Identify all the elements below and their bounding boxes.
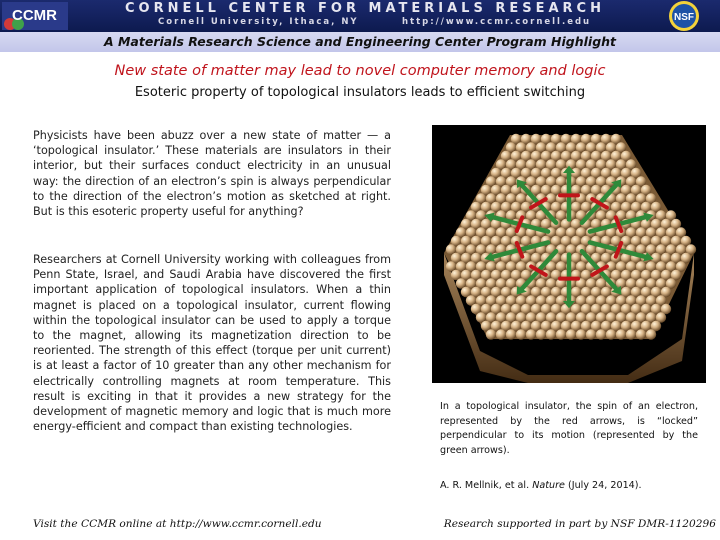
banner-url[interactable]: http://www.ccmr.cornell.edu [402,17,592,27]
atom [536,329,546,339]
nsf-logo-icon[interactable] [652,0,716,32]
body-paragraph-1: Physicists have been abuzz over a new state of matter — a ‘topological insulator.’ These materials are insulators in their interior, but their surfaces conduct electricity in an unusual way: the direction of an electron’s spin is always perpendicular to the direction of the electron’s motion as sketched at right. But is this esoteric property useful for anything? [33,129,391,219]
program-label: A Materials Research Science and Engineering Center Program Highlight [103,34,617,49]
body-paragraph-2: Researchers at Cornell University working with colleagues from Penn State, Israel, and Saudi Arabia have discovered the first important application of topological insulators. When a thin magnet is placed on a topological insulator, current flowing within the topological insulator can be used to apply a torque to the magnet, allowing its magnetization direction to be reoriented. The strength of this effect (torque per unit current) is at least a factor of 10 greater than any other mechanism for electrically controlling magnets at room temperature. This result is exciting in that it provides a new strategy for the development of magnetic memory and logic that is much more energy-efficient and compact than existing technologies. [33,253,391,434]
banner-university: Cornell University, Ithaca, NY [158,17,359,27]
atom-lattice [446,134,696,340]
atom [586,329,596,339]
ccmr-logo-text: CCMR [12,7,57,24]
header-banner [0,0,720,32]
figure-illustration [432,125,706,383]
ccmr-logo-icon[interactable] [2,2,68,30]
citation-journal: Nature [532,480,565,491]
figure-caption: In a topological insulator, the spin of an electron, represented by the red arrows, is “locked” perpendicular to its motion (represented by the green arrows). [440,401,698,456]
atom [636,329,646,339]
atom [486,329,496,339]
footer-website[interactable]: Visit the CCMR online at http://www.ccmr.cornell.edu [33,518,322,530]
atom [626,329,636,339]
atom [556,329,566,339]
atom [576,329,586,339]
atom [516,329,526,339]
atom [506,329,516,339]
atom [616,329,626,339]
citation-authors: A. R. Mellnik, et al. [440,480,530,491]
citation [440,480,700,491]
atom [566,329,576,339]
highlight-subtitle: Esoteric property of topological insulators leads to efficient switching [134,85,586,100]
topological-insulator-figure [432,125,706,383]
atom [606,329,616,339]
footer-funding: Research supported in part by NSF DMR-1120296 [443,518,716,530]
highlight-title: New state of matter may lead to novel computer memory and logic [114,63,606,79]
atom [596,329,606,339]
program-bar [0,32,720,52]
citation-date: (July 24, 2014). [568,480,642,491]
banner-center-name: CORNELL CENTER FOR MATERIALS RESEARCH [125,1,605,16]
atom [496,329,506,339]
atom [546,329,556,339]
nsf-logo-text: NSF [674,12,694,23]
atom [526,329,536,339]
atom [646,329,656,339]
